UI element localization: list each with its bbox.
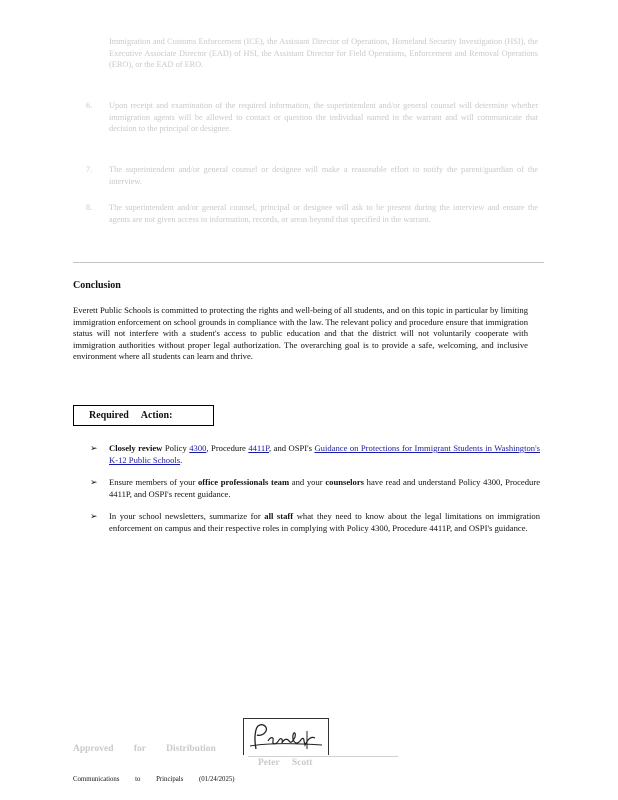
footer-text: Communications to Principals (01/24/2025) [73,776,235,783]
action-list [90,443,540,546]
action-emphasis: office professionals team [198,477,290,488]
list-item [86,164,538,187]
ospi-guidance-link[interactable]: Guidance on Protections for Immigrant Students in Washington's K-12 Public Schools [109,443,540,465]
item-text: The superintendent and/or general counsel, principal or designee will ask to be present during the interview and ensure the agents are not given access to information, records, or areas beyond that specified in the warrant. [109,203,538,224]
item-number: 8. [86,203,93,212]
item-number: 6. [86,101,93,110]
action-text: . [180,454,183,465]
item-number: 7. [86,165,93,174]
arrow-bullet-icon: ➢ [90,511,98,522]
intro-paragraph: Immigration and Customs Enforcement (ICE), the Assistant Director of Operations, Homeland Security Investigation (HSI), the Executive Associate Director (EAD) of HSI, the Assistant Director for Field Operations, Enforcement and Removal Operations (ERO), or the EAD of ERO. [109,37,538,69]
procedure-4411p-link[interactable]: 4411P [248,443,270,453]
conclusion-paragraph: Everett Public Schools is committed to protecting the rights and well-being of all students, and on this topic in particular by limiting immigration enforcement on school grounds in compliance with the law. The relevant policy and procedure ensure that immigration status will not interfere with a student's access to public education and that the district will not voluntarily cooperate with immigration authorities without proper legal authorization. The overarching goal is to provide a safe, welcoming, and inclusive environment where all students can learn and thrive. [73,305,528,362]
action-text: have read and understand Policy 4300, Procedure 4411P, and OSPI's recent guidance. [109,477,541,499]
approved-for-distribution-label: Approved for Distribution [73,744,216,754]
action-emphasis: all staff [264,511,294,522]
required-action-label: Required Action: [73,405,214,426]
item-text: The superintendent and/or general counsel or designee will make a reasonable effort to notify the parent/guardian of the interview. [109,165,538,186]
section-divider [73,262,544,263]
policy-4300-link[interactable]: 4300 [189,443,207,453]
action-item-review [90,443,540,466]
arrow-bullet-icon: ➢ [90,477,98,488]
conclusion-heading: Conclusion [73,280,121,291]
action-text: , Procedure [206,443,249,453]
action-item-newsletter [90,511,540,534]
action-emphasis: Closely review [109,443,163,453]
list-item [86,202,538,225]
handwritten-signature-icon [244,719,328,755]
arrow-bullet-icon: ➢ [90,443,98,453]
action-item-ensure [90,477,540,500]
action-text: and your [289,477,326,488]
action-emphasis: counselors [325,477,364,488]
action-text: Policy [162,443,190,453]
action-text: , and OSPI's [269,443,315,453]
item-text: Upon receipt and examination of the required information, the superintendent and/or general counsel will determine whether immigration agents will be allowed to contact or question the individual named in the warrant and will communicate that decision to the principal or designee. [109,101,538,133]
action-text: In your school newsletters, summarize for [109,511,265,522]
action-text: what they need to know about the legal limitations on immigration enforcement on campus and their respective roles in complying with Policy 4300, Procedure 4411P, and OSPI's guidance. [109,511,540,533]
list-item [86,100,538,135]
signature-image [243,718,329,755]
action-text: Ensure members of your [109,477,198,488]
signer-name: Peter Scott [258,758,313,768]
signature-line [248,756,398,757]
